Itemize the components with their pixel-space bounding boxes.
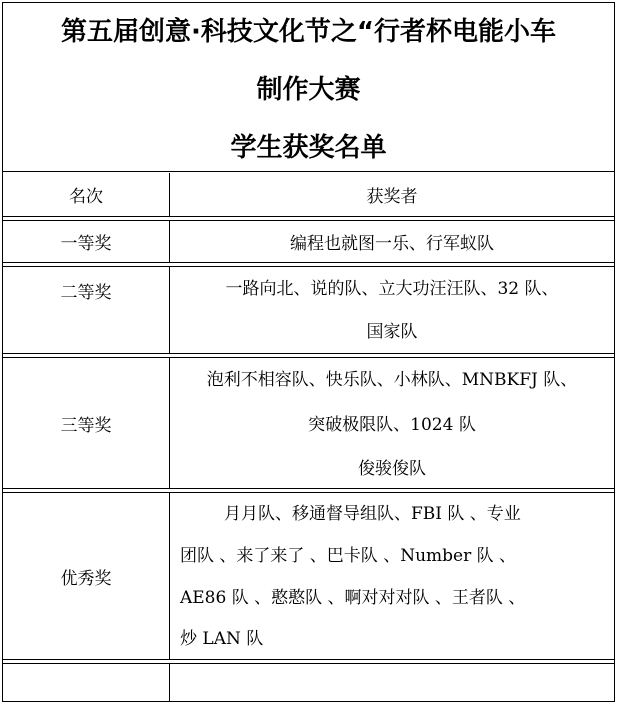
table-row xyxy=(3,492,614,660)
winners-line: 编程也就图一乐、行军蚁队 xyxy=(290,234,494,254)
rank-cell: 三等奖 xyxy=(60,415,112,436)
winners-line: 突破极限队、1024 队 xyxy=(308,415,476,435)
award-document xyxy=(2,2,615,702)
winners-cell xyxy=(169,267,614,353)
winners-line: 炒 LAN 队 xyxy=(180,629,264,649)
rank-cell: 一等奖 xyxy=(60,234,112,254)
header-winners: 获奖者 xyxy=(169,173,614,216)
winners-line: 泡利不相容队、快乐队、小林队、MNBKFJ 队、 xyxy=(206,370,578,390)
title-line-1: 第五届创意·科技文化节之“行者杯电能小车 xyxy=(61,17,556,47)
winners-cell xyxy=(169,358,614,488)
winners-line: 俊骏俊队 xyxy=(358,459,426,479)
header-rank: 名次 xyxy=(69,187,103,207)
winners-cell xyxy=(169,664,614,701)
rank-cell xyxy=(3,664,169,701)
winners-line: 月月队、移通督导组队、FBI 队 、专业 xyxy=(224,504,521,524)
document-title xyxy=(3,3,614,172)
winners-line: 团队 、来了来了 、巴卡队 、Number 队 、 xyxy=(180,546,517,566)
winners-line: 国家队 xyxy=(366,322,418,342)
table-header-row xyxy=(3,173,614,217)
table-row xyxy=(3,357,614,489)
winners-cell xyxy=(169,221,614,262)
title-line-3: 学生获奖名单 xyxy=(230,133,387,163)
table-row xyxy=(3,220,614,263)
title-line-2: 制作大赛 xyxy=(256,75,361,105)
winners-line: AE86 队 、憨憨队 、啊对对对队 、王者队 、 xyxy=(180,588,526,608)
table-row xyxy=(3,266,614,354)
winners-cell xyxy=(169,493,614,659)
table-row-empty xyxy=(3,663,614,701)
rank-cell: 二等奖 xyxy=(60,283,112,303)
winners-line: 一路向北、说的队、立大功汪汪队、32 队、 xyxy=(225,279,559,299)
rank-cell: 优秀奖 xyxy=(60,568,112,589)
